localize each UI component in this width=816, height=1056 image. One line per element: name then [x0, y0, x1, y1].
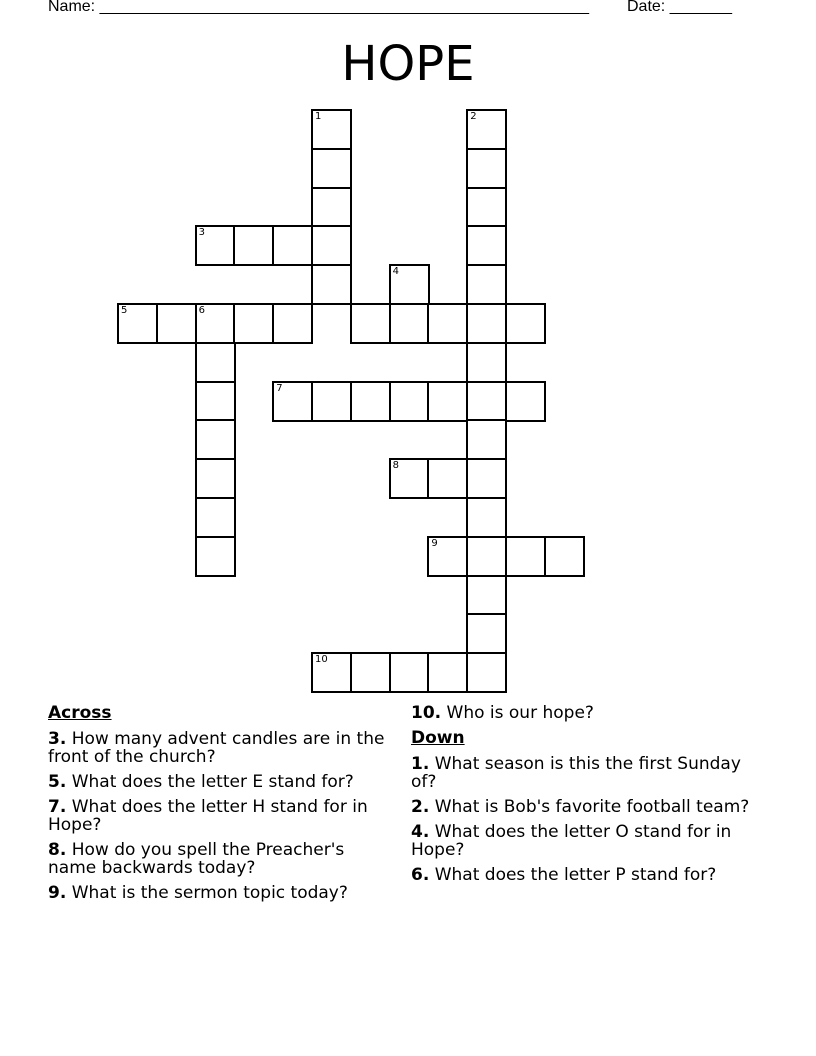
clue-down-2 [411, 798, 756, 816]
clue-text: Who is our hope? [446, 703, 594, 723]
grid-cell[interactable] [311, 381, 352, 422]
cell-number: 4 [392, 266, 399, 278]
grid-cell[interactable] [195, 536, 236, 577]
across-clues [48, 704, 393, 909]
grid-cell[interactable] [156, 303, 197, 344]
clue-across-10 [411, 704, 756, 722]
grid-cell[interactable] [427, 381, 468, 422]
grid-cell[interactable] [389, 303, 430, 344]
grid-cell[interactable] [505, 381, 546, 422]
grid-cell[interactable] [466, 342, 507, 383]
grid-cell[interactable] [117, 303, 158, 344]
grid-cell[interactable] [195, 303, 236, 344]
grid-cell[interactable] [427, 303, 468, 344]
clue-text: What does the letter P stand for? [434, 865, 717, 885]
clue-number: 4. [411, 822, 430, 842]
clue-across-8 [48, 841, 393, 877]
clue-down-6 [411, 866, 756, 884]
grid-cell[interactable] [466, 303, 507, 344]
grid-cell[interactable] [466, 497, 507, 538]
grid-cell[interactable] [466, 109, 507, 150]
grid-cell[interactable] [311, 148, 352, 189]
grid-cell[interactable] [195, 497, 236, 538]
grid-cell[interactable] [466, 536, 507, 577]
grid-cell[interactable] [466, 419, 507, 460]
grid-cell[interactable] [466, 613, 507, 654]
puzzle-title: HOPE [341, 36, 475, 92]
grid-cell[interactable] [466, 264, 507, 305]
name-field-label: Name: _______________________________________________________ [48, 0, 589, 15]
grid-cell[interactable] [389, 652, 430, 693]
clue-text: What is Bob's favorite football team? [434, 797, 750, 817]
down-clues [411, 704, 756, 891]
clue-text: How many advent candles are in the front of the church? [48, 729, 385, 767]
grid-cell[interactable] [195, 419, 236, 460]
cell-number: 7 [276, 382, 283, 394]
grid-cell[interactable] [272, 225, 313, 266]
clue-down-4 [411, 823, 756, 859]
cell-number: 3 [198, 227, 205, 239]
clue-number: 2. [411, 797, 430, 817]
grid-cell[interactable] [505, 536, 546, 577]
grid-cell[interactable] [195, 381, 236, 422]
cell-number: 1 [315, 110, 322, 122]
grid-cell[interactable] [195, 225, 236, 266]
cell-number: 5 [121, 304, 128, 316]
clue-number: 1. [411, 754, 430, 774]
clue-text: What does the letter O stand for in Hope? [411, 822, 732, 860]
clue-number: 7. [48, 797, 67, 817]
grid-cell[interactable] [427, 652, 468, 693]
grid-cell[interactable] [389, 381, 430, 422]
grid-cell[interactable] [466, 225, 507, 266]
date-field-label: Date: _______ [627, 0, 732, 15]
clue-text: What is the sermon topic today? [71, 883, 348, 903]
grid-cell[interactable] [311, 225, 352, 266]
grid-cell[interactable] [427, 458, 468, 499]
grid-cell[interactable] [466, 575, 507, 616]
clue-across-3 [48, 730, 393, 766]
grid-cell[interactable] [272, 303, 313, 344]
grid-cell[interactable] [427, 536, 468, 577]
clue-text: What season is this the first Sunday of? [411, 754, 741, 792]
clue-across-9 [48, 884, 393, 902]
clue-number: 8. [48, 840, 67, 860]
grid-cell[interactable] [311, 187, 352, 228]
grid-cell[interactable] [389, 458, 430, 499]
cell-number: 9 [431, 537, 438, 549]
clue-number: 9. [48, 883, 67, 903]
grid-cell[interactable] [233, 225, 274, 266]
clue-number: 10. [411, 703, 442, 723]
grid-cell[interactable] [350, 303, 391, 344]
grid-cell[interactable] [466, 187, 507, 228]
clue-text: What does the letter E stand for? [71, 772, 354, 792]
grid-cell[interactable] [272, 381, 313, 422]
cell-number: 8 [392, 460, 399, 472]
grid-cell[interactable] [233, 303, 274, 344]
clue-number: 3. [48, 729, 67, 749]
grid-cell[interactable] [195, 342, 236, 383]
grid-cell[interactable] [466, 652, 507, 693]
clue-across-5 [48, 773, 393, 791]
clue-number: 5. [48, 772, 67, 792]
cell-number: 2 [470, 110, 477, 122]
grid-cell[interactable] [505, 303, 546, 344]
grid-cell[interactable] [195, 458, 236, 499]
clue-number: 6. [411, 865, 430, 885]
grid-cell[interactable] [544, 536, 585, 577]
across-heading: Across [48, 703, 112, 723]
grid-cell[interactable] [311, 264, 352, 305]
grid-cell[interactable] [466, 381, 507, 422]
grid-cell[interactable] [350, 381, 391, 422]
clue-text: How do you spell the Preacher's name backwards today? [48, 840, 345, 878]
grid-cell[interactable] [389, 264, 430, 305]
cell-number: 10 [315, 654, 328, 666]
grid-cell[interactable] [466, 148, 507, 189]
grid-cell[interactable] [350, 652, 391, 693]
clue-down-1 [411, 755, 756, 791]
cell-number: 6 [198, 304, 205, 316]
clue-text: What does the letter H stand for in Hope? [48, 797, 368, 835]
down-heading: Down [411, 728, 465, 748]
grid-cell[interactable] [466, 458, 507, 499]
grid-cell[interactable] [311, 652, 352, 693]
grid-cell[interactable] [311, 109, 352, 150]
clue-across-7 [48, 798, 393, 834]
